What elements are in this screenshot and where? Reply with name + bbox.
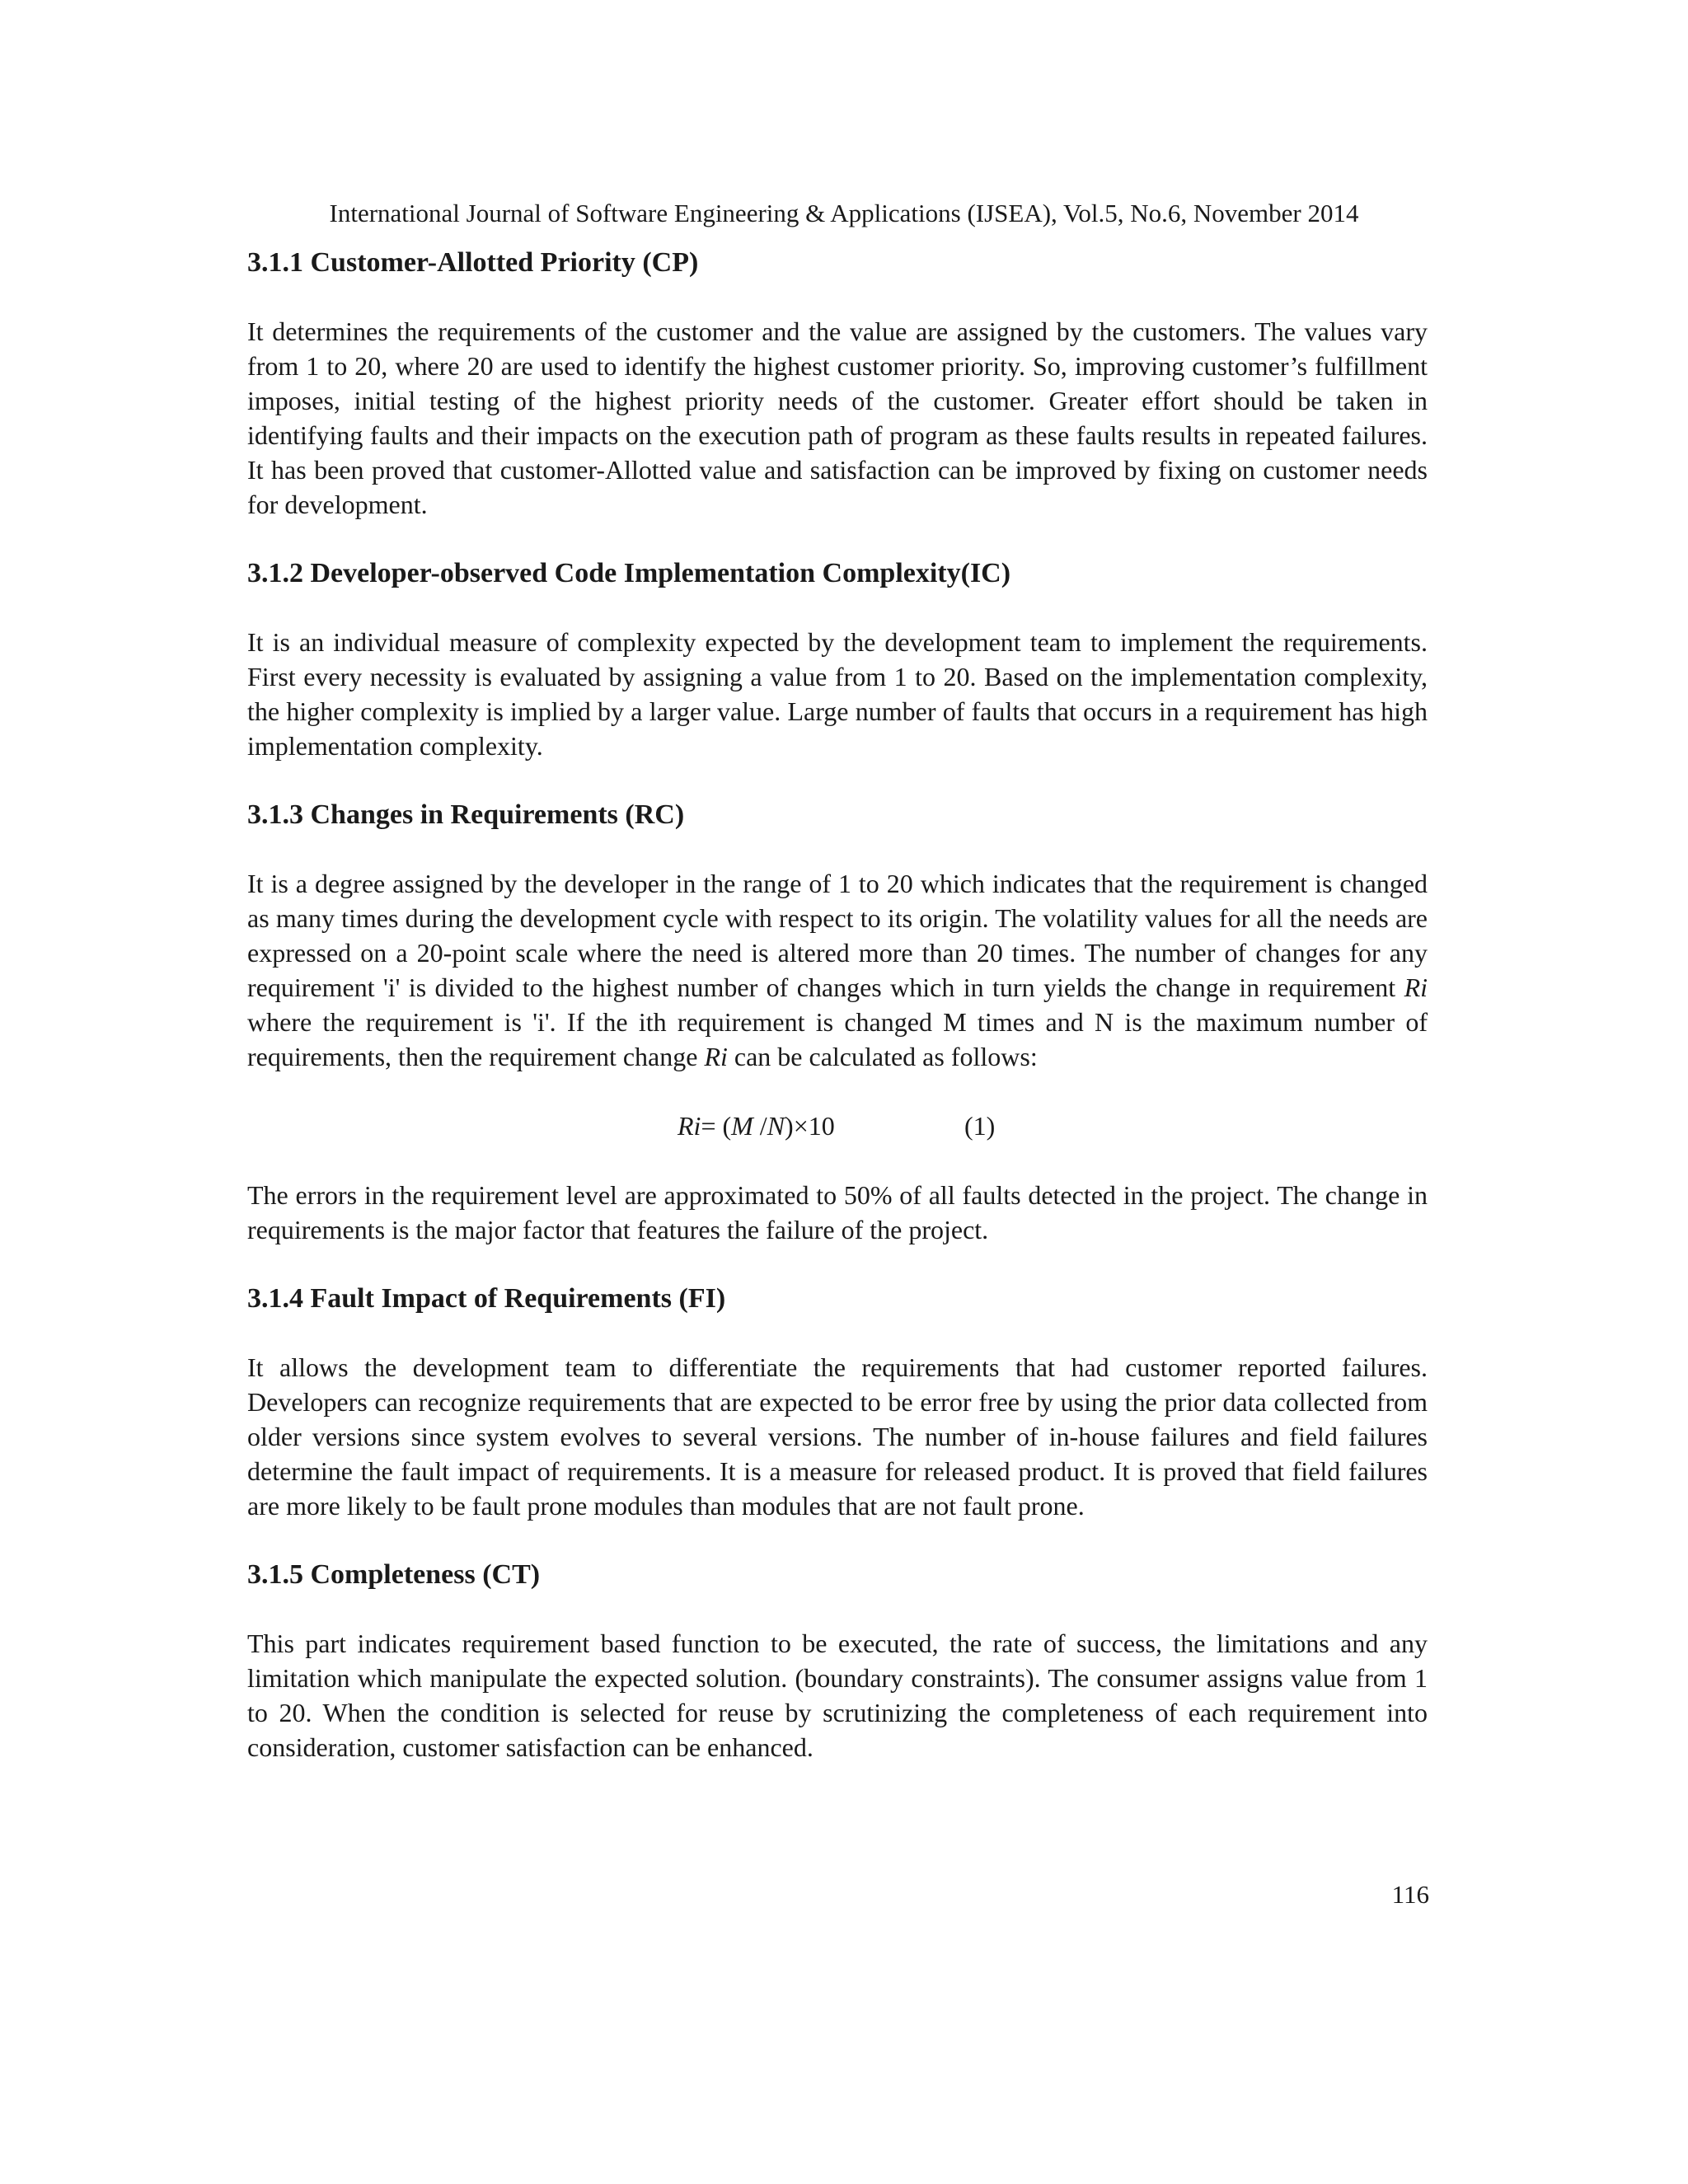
body-paragraph: It is an individual measure of complexity expected by the development team to implement the requirements. First every necessity is evaluated by assigning a value from 1 to 20. Based on the implementation complexity, the higher complexity is implied by a larger value. Large number of faults that occurs in a requirement has high implementation complexity. — [247, 627, 1428, 761]
text-run: where the requirement is 'i'. If the ith requirement is changed M times and N is the maximum number of requirements, then the requirement change — [247, 1007, 1428, 1071]
section-3-1-5 — [247, 1558, 1428, 1765]
running-header: International Journal of Software Engineering & Applications (IJSEA), Vol.5, No.6, November 2014 — [329, 199, 1359, 227]
math-variable: Ri — [704, 1042, 728, 1071]
math-variable: N — [767, 1111, 785, 1141]
equation-expression — [678, 1108, 835, 1143]
equation-1 — [247, 1108, 1428, 1143]
body-paragraph — [247, 866, 1428, 1074]
math-variable: Ri — [678, 1111, 701, 1141]
math-variable: Ri — [1404, 972, 1428, 1002]
section-3-1-4 — [247, 1282, 1428, 1523]
section-heading: 3.1.1 Customer-Allotted Priority (CP) — [247, 247, 699, 278]
section-heading: 3.1.2 Developer-observed Code Implementation Complexity(IC) — [247, 558, 1011, 588]
section-heading: 3.1.4 Fault Impact of Requirements (FI) — [247, 1283, 726, 1314]
math-variable: M — [731, 1111, 753, 1141]
text-run: can be calculated as follows: — [727, 1042, 1038, 1071]
main-content — [247, 246, 1428, 1799]
equation-operator: / — [753, 1111, 767, 1141]
text-run: It is a degree assigned by the developer in the range of 1 to 20 which indicates that the requirement is changed as many times during the development cycle with respect to its origin. The volatility values for all the needs are expressed on a 20-point scale where the need is altered more than 20 times. The number of changes for any requirement 'i' is divided to the highest number of changes which in turn yields the change in requirement — [247, 869, 1428, 1002]
body-paragraph: This part indicates requirement based function to be executed, the rate of success, the limitations and any limitation which manipulate the expected solution. (boundary constraints). The consumer assigns value from 1 to 20. When the condition is selected for reuse by scrutinizing the completeness of each requirement into consideration, customer satisfaction can be enhanced. — [247, 1629, 1428, 1762]
equation-operator: = ( — [701, 1111, 732, 1141]
equation-number: (1) — [964, 1111, 996, 1141]
body-paragraph: It allows the development team to differentiate the requirements that had customer reported failures. Developers can recognize requirements that are expected to be error free by using the prior data collected from older versions since system evolves to several versions. The number of in-house failures and field failures determine the fault impact of requirements. It is a measure for released product. It is proved that field failures are more likely to be fault prone modules than modules that are not fault prone. — [247, 1352, 1428, 1521]
section-3-1-2 — [247, 556, 1428, 763]
page-number: 116 — [1391, 1880, 1429, 1909]
section-heading: 3.1.5 Completeness (CT) — [247, 1559, 541, 1590]
section-3-1-1 — [247, 246, 1428, 522]
body-paragraph: It determines the requirements of the customer and the value are assigned by the customers. The values vary from 1 to 20, where 20 are used to identify the highest customer priority. So, improving customer’s fulfillment imposes, initial testing of the highest priority needs of the customer. Greater effort should be taken in identifying faults and their impacts on the execution path of program as these faults results in repeated failures. It has been proved that customer-Allotted value and satisfaction can be improved by fixing on customer needs for development. — [247, 316, 1428, 519]
body-paragraph: The errors in the requirement level are approximated to 50% of all faults detected in the project. The change in requirements is the major factor that features the failure of the project. — [247, 1180, 1428, 1244]
section-3-1-3 — [247, 798, 1428, 1247]
equation-operator: )×10 — [785, 1111, 835, 1141]
section-heading: 3.1.3 Changes in Requirements (RC) — [247, 799, 685, 830]
